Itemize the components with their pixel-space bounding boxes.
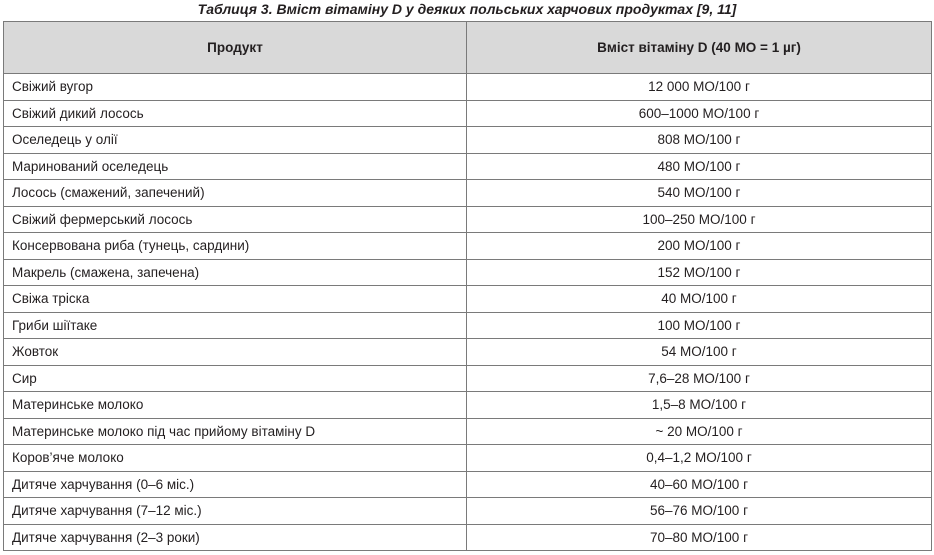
table-row	[4, 153, 932, 180]
product-cell: Лосось (смажений, запечений)	[4, 180, 467, 207]
vitamin-d-value-cell: 200 МО/100 г	[467, 233, 932, 260]
table-row	[4, 524, 932, 551]
table-body	[4, 74, 932, 551]
vitamin-d-value-cell: 152 МО/100 г	[467, 259, 932, 286]
table-row	[4, 100, 932, 127]
vitamin-d-value-cell: 7,6–28 МО/100 г	[467, 365, 932, 392]
table-row	[4, 392, 932, 419]
vitamin-d-value-cell: 0,4–1,2 МО/100 г	[467, 445, 932, 472]
vitamin-d-value-cell: 40–60 МО/100 г	[467, 471, 932, 498]
product-cell: Консервована риба (тунець, сардини)	[4, 233, 467, 260]
product-cell: Коров’яче молоко	[4, 445, 467, 472]
product-cell: Маринований оселедець	[4, 153, 467, 180]
product-cell: Свіжий дикий лосось	[4, 100, 467, 127]
vitamin-d-value-cell: 540 МО/100 г	[467, 180, 932, 207]
product-cell: Свіжа тріска	[4, 286, 467, 313]
table-row	[4, 180, 932, 207]
column-header-product: Продукт	[4, 22, 467, 74]
table-caption: Таблиця 3. Вміст вітаміну D у деяких польських харчових продуктах [9, 11]	[197, 1, 737, 17]
table-row	[4, 74, 932, 101]
table-row	[4, 445, 932, 472]
vitamin-d-value-cell: 100–250 МО/100 г	[467, 206, 932, 233]
vitamin-d-value-cell: 480 МО/100 г	[467, 153, 932, 180]
product-cell: Свіжий вугор	[4, 74, 467, 101]
table-header	[4, 22, 932, 74]
table-row	[4, 471, 932, 498]
table-row	[4, 127, 932, 154]
product-cell: Свіжий фермерський лосось	[4, 206, 467, 233]
table-row	[4, 498, 932, 525]
table-row	[4, 365, 932, 392]
product-cell: Жовток	[4, 339, 467, 366]
column-header-vitamin-d-content: Вміст вітаміну D (40 МО = 1 µг)	[467, 22, 932, 74]
table-row	[4, 312, 932, 339]
product-cell: Гриби шіїтаке	[4, 312, 467, 339]
product-cell: Сир	[4, 365, 467, 392]
vitamin-d-value-cell: 40 МО/100 г	[467, 286, 932, 313]
table-row	[4, 286, 932, 313]
header-row	[4, 22, 932, 74]
table-row	[4, 339, 932, 366]
product-cell: Дитяче харчування (2–3 роки)	[4, 524, 467, 551]
product-cell: Оселедець у олії	[4, 127, 467, 154]
table-row	[4, 259, 932, 286]
table-row	[4, 206, 932, 233]
vitamin-d-value-cell: 100 МО/100 г	[467, 312, 932, 339]
product-cell: Материнське молоко під час прийому вітаміну D	[4, 418, 467, 445]
vitamin-d-value-cell: 1,5–8 МО/100 г	[467, 392, 932, 419]
product-cell: Дитяче харчування (0–6 міс.)	[4, 471, 467, 498]
vitamin-d-value-cell: 56–76 МО/100 г	[467, 498, 932, 525]
table-row	[4, 233, 932, 260]
vitamin-d-value-cell: ~ 20 МО/100 г	[467, 418, 932, 445]
vitamin-d-value-cell: 54 МО/100 г	[467, 339, 932, 366]
product-cell: Материнське молоко	[4, 392, 467, 419]
vitamin-d-table	[3, 21, 932, 551]
table-row	[4, 418, 932, 445]
vitamin-d-value-cell: 808 МО/100 г	[467, 127, 932, 154]
vitamin-d-value-cell: 600–1000 МО/100 г	[467, 100, 932, 127]
product-cell: Макрель (смажена, запечена)	[4, 259, 467, 286]
product-cell: Дитяче харчування (7–12 міс.)	[4, 498, 467, 525]
vitamin-d-value-cell: 70–80 МО/100 г	[467, 524, 932, 551]
vitamin-d-value-cell: 12 000 МО/100 г	[467, 74, 932, 101]
